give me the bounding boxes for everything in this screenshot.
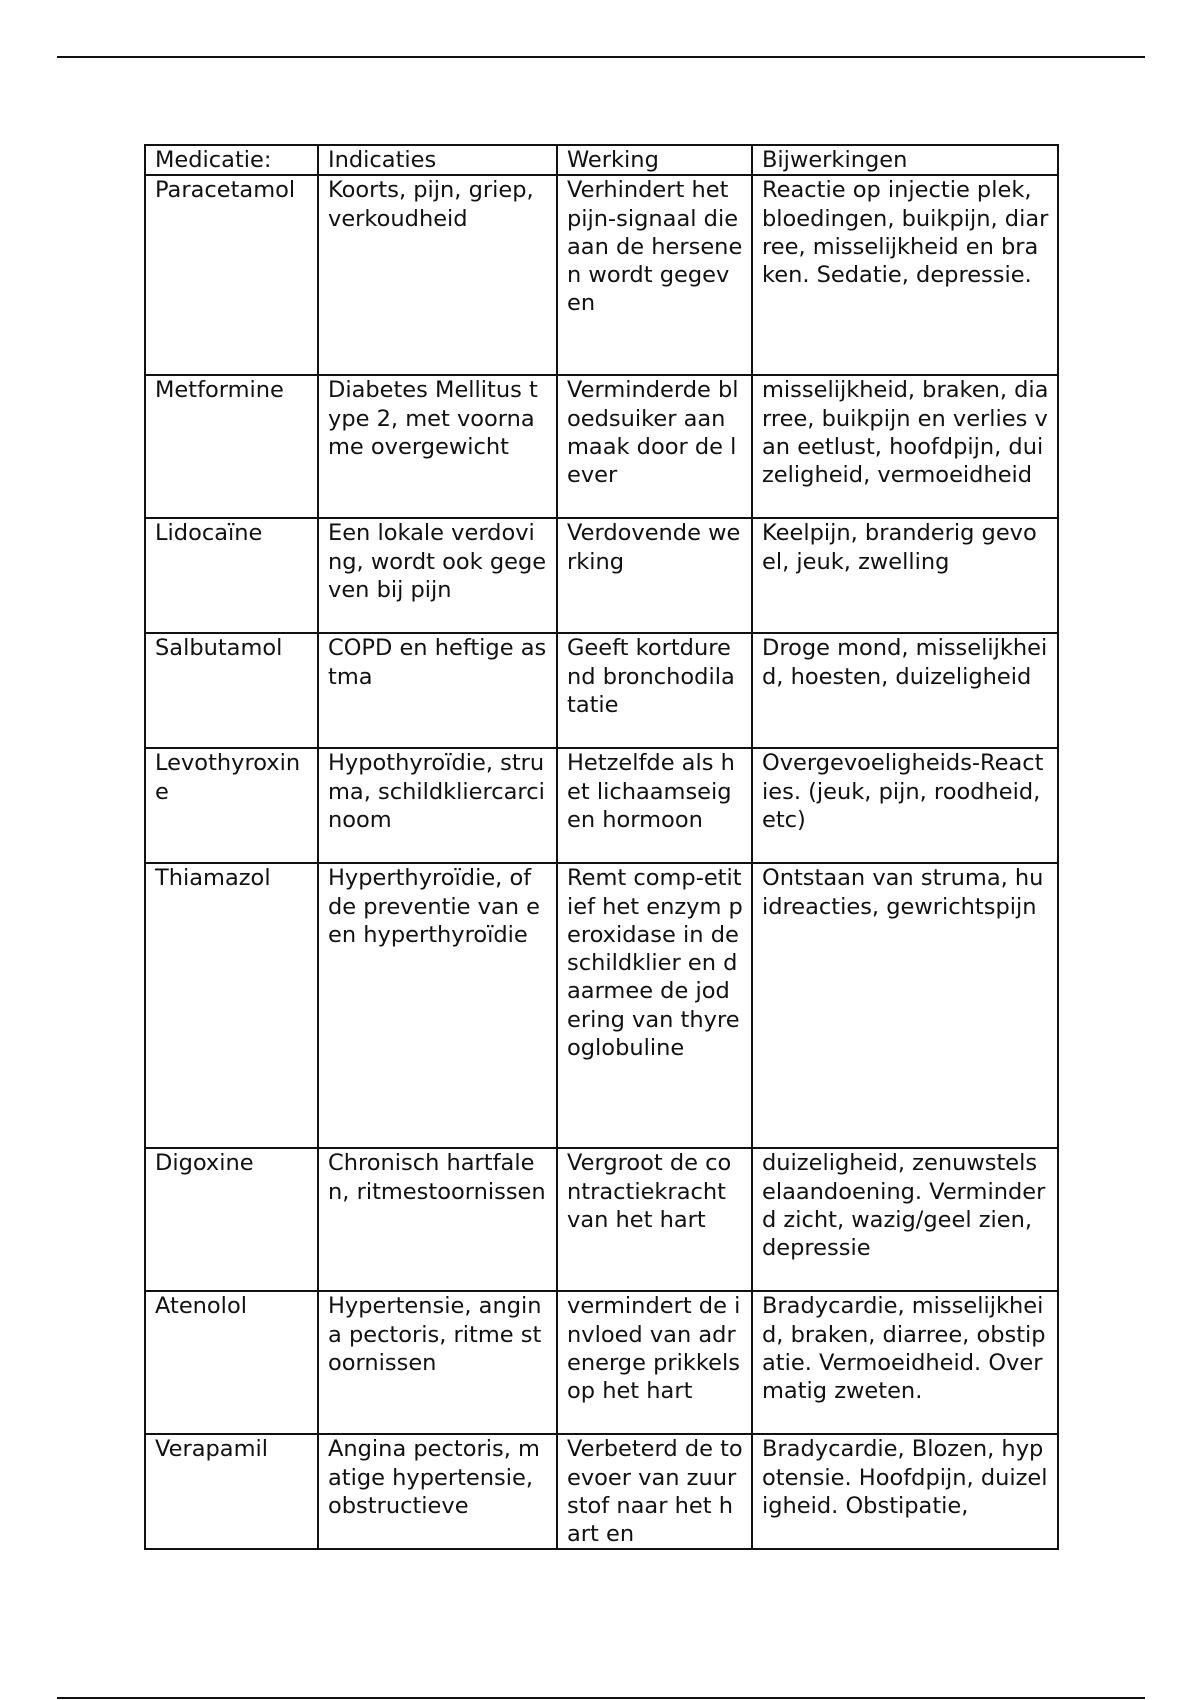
cell-werking: Vergroot de contractiekracht van het hart	[557, 1148, 752, 1291]
cell-werking: Geeft kortdurend bronchodilatatie	[557, 633, 752, 748]
table-row	[145, 1434, 1058, 1549]
table-row	[145, 175, 1058, 375]
header-bijwerkingen: Bijwerkingen	[752, 145, 1058, 175]
cell-bijwerkingen: misselijkheid, braken, diarree, buikpijn en verlies van eetlust, hoofdpijn, duizeligheid, vermoeidheid	[752, 375, 1058, 518]
cell-medicatie: Paracetamol	[145, 175, 318, 375]
cell-bijwerkingen: Overgevoeligheids-Reacties. (jeuk, pijn, roodheid, etc)	[752, 748, 1058, 863]
cell-indicaties: Koorts, pijn, griep, verkoudheid	[318, 175, 557, 375]
cell-werking: Verdovende werking	[557, 518, 752, 633]
cell-werking: Verbeterd de toevoer van zuurstof naar het hart en	[557, 1434, 752, 1549]
medication-table	[144, 144, 1059, 1550]
header-medicatie: Medicatie:	[145, 145, 318, 175]
cell-medicatie: Lidocaïne	[145, 518, 318, 633]
table-header-row	[145, 145, 1058, 175]
cell-indicaties: Hypothyroïdie, struma, schildkliercarcinoom	[318, 748, 557, 863]
cell-medicatie: Salbutamol	[145, 633, 318, 748]
table-row	[145, 633, 1058, 748]
cell-medicatie: Verapamil	[145, 1434, 318, 1549]
table-row	[145, 1291, 1058, 1434]
cell-bijwerkingen: Keelpijn, branderig gevoel, jeuk, zwelling	[752, 518, 1058, 633]
cell-werking: vermindert de invloed van adrenerge prikkels op het hart	[557, 1291, 752, 1434]
page-top-rule	[57, 56, 1145, 58]
cell-werking: Verhindert het pijn-signaal die aan de hersenen wordt gegeven	[557, 175, 752, 375]
cell-indicaties: Angina pectoris, matige hypertensie, obstructieve	[318, 1434, 557, 1549]
header-indicaties: Indicaties	[318, 145, 557, 175]
cell-medicatie: Digoxine	[145, 1148, 318, 1291]
cell-werking: Hetzelfde als het lichaamseigen hormoon	[557, 748, 752, 863]
cell-indicaties: Een lokale verdoving, wordt ook gegeven bij pijn	[318, 518, 557, 633]
table-row	[145, 863, 1058, 1148]
cell-bijwerkingen: Reactie op injectie plek, bloedingen, buikpijn, diarree, misselijkheid en braken. Sedatie, depressie.	[752, 175, 1058, 375]
cell-indicaties: Hypertensie, angina pectoris, ritme stoornissen	[318, 1291, 557, 1434]
cell-indicaties: Hyperthyroïdie, of de preventie van een hyperthyroïdie	[318, 863, 557, 1148]
cell-werking: Remt comp-etitief het enzym peroxidase in de schildklier en daarmee de jodering van thyreoglobuline	[557, 863, 752, 1148]
cell-werking: Verminderde bloedsuiker aanmaak door de lever	[557, 375, 752, 518]
cell-bijwerkingen: Ontstaan van struma, huidreacties, gewrichtspijn	[752, 863, 1058, 1148]
cell-medicatie: Metformine	[145, 375, 318, 518]
page-bottom-rule	[57, 1697, 1145, 1699]
cell-medicatie: Levothyroxine	[145, 748, 318, 863]
table-row	[145, 748, 1058, 863]
cell-indicaties: Diabetes Mellitus type 2, met voorname overgewicht	[318, 375, 557, 518]
table-row	[145, 1148, 1058, 1291]
cell-medicatie: Thiamazol	[145, 863, 318, 1148]
cell-bijwerkingen: Bradycardie, misselijkheid, braken, diarree, obstipatie. Vermoeidheid. Overmatig zweten.	[752, 1291, 1058, 1434]
header-werking: Werking	[557, 145, 752, 175]
table-row	[145, 518, 1058, 633]
cell-indicaties: Chronisch hartfalen, ritmestoornissen	[318, 1148, 557, 1291]
cell-indicaties: COPD en heftige astma	[318, 633, 557, 748]
cell-bijwerkingen: Droge mond, misselijkheid, hoesten, duizeligheid	[752, 633, 1058, 748]
cell-bijwerkingen: Bradycardie, Blozen, hypotensie. Hoofdpijn, duizeligheid. Obstipatie,	[752, 1434, 1058, 1549]
cell-bijwerkingen: duizeligheid, zenuwstelselaandoening. Verminderd zicht, wazig/geel zien, depressie	[752, 1148, 1058, 1291]
cell-medicatie: Atenolol	[145, 1291, 318, 1434]
table-row	[145, 375, 1058, 518]
